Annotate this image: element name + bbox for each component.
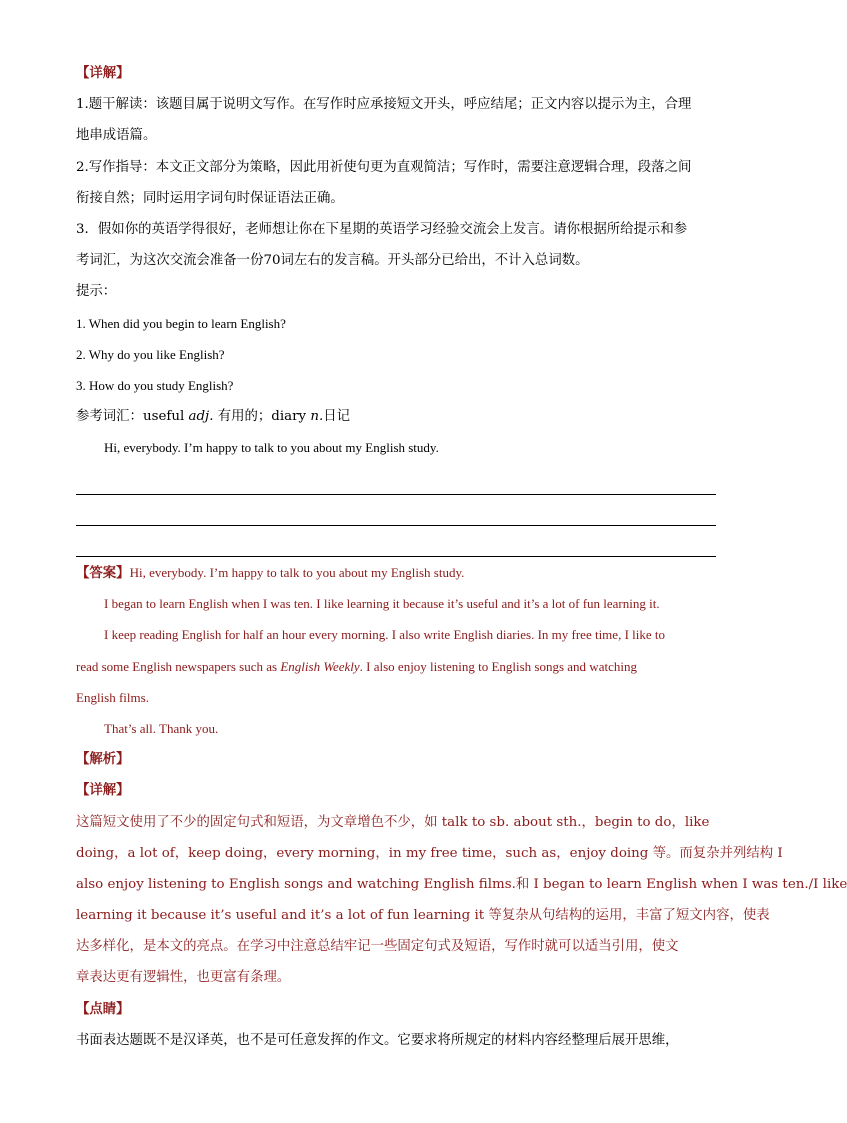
vocab-mid: 有用的；diary — [213, 409, 311, 425]
analysis-line: 章表达更有逻辑性，也更富有条理。 — [76, 970, 291, 986]
analysis-line: doing，a lot of，keep doing，every morning，in my free time，such as，enjoy doing 等。而复杂并列结构 I — [76, 845, 783, 861]
vocab-adj: adj. — [188, 409, 214, 425]
answer-para: I began to learn English when I was ten. I like learning it because it’s useful and it’s a lot of fun learning it. — [104, 596, 660, 612]
question-line: 考词汇，为这次交流会准备一份70词左右的发言稿。开头部分已给出，不计入总词数。 — [76, 253, 589, 269]
hint-item: 3. How do you study English? — [76, 377, 234, 393]
analysis-detail-heading: 【详解】 — [76, 782, 130, 799]
tip-heading: 【点睛】 — [76, 1000, 130, 1017]
paragraph-line: 衔接自然；同时运用字词句时保证语法正确。 — [76, 190, 344, 206]
vocab-n: n. — [310, 409, 324, 425]
detail-heading: 【详解】 — [76, 65, 130, 81]
question-line: 3．假如你的英语学得很好，老师想让你在下星期的英语学习经验交流会上发言。请你根据所给提示和参 — [76, 221, 688, 237]
answer-text: read some English newspapers such as — [76, 658, 281, 674]
tip-line: 书面表达题既不是汉译英，也不是可任意发挥的作文。它要求将所规定的材料内容经整理后展开思维， — [76, 1032, 679, 1048]
analysis-line: 这篇短文使用了不少的固定句式和短语，为文章增色不少，如 talk to sb. about sth.，begin to do，like — [76, 814, 710, 830]
analysis-line: also enjoy listening to English songs and watching English films.和 I began to learn English when I was ten./I like — [76, 876, 847, 892]
opening-sentence: Hi, everybody. I’m happy to talk to you about my English study. — [104, 440, 439, 456]
answer-blank-line — [76, 495, 716, 526]
vocab-prefix: 参考词汇：useful — [76, 409, 189, 425]
answer-blank-line — [76, 463, 716, 494]
vocab-line — [76, 401, 716, 432]
answer-closing: That’s all. Thank you. — [104, 720, 219, 736]
vocab-suffix: 日记 — [323, 409, 351, 425]
answer-para: I keep reading English for half an hour every morning. I also write English diaries. In my free time, I like to — [104, 627, 665, 643]
answer-para: English films. — [76, 689, 149, 705]
answer-first: Hi, everybody. I’m happy to talk to you about my English study. — [129, 565, 465, 580]
answer-label: 【答案】 — [76, 565, 130, 581]
analysis-line: learning it because it’s useful and it’s a lot of fun learning it 等复杂从句结构的运用，丰富了短文内容，使表 — [76, 908, 770, 924]
analysis-line: 达多样化，是本文的亮点。在学习中注意总结牢记一些固定句式及短语，写作时就可以适当引用，使文 — [76, 939, 679, 955]
paragraph-line: 1.题干解读：该题目属于说明文写作。在写作时应承接短文开头，呼应结尾；正文内容以提示为主，合理 — [76, 97, 692, 113]
paragraph-line: 2.写作指导：本文正文部分为策略，因此用祈使句更为直观简洁；写作时，需要注意逻辑合理，段落之间 — [76, 159, 692, 175]
hint-item: 1. When did you begin to learn English? — [76, 315, 286, 331]
hint-label: 提示： — [76, 284, 117, 300]
answer-para — [76, 651, 716, 682]
analysis-heading: 【解析】 — [76, 751, 130, 768]
newspaper-title: English Weekly — [280, 658, 360, 674]
answer-text: . I also enjoy listening to English songs and watching — [359, 658, 637, 674]
answer-first-line — [76, 557, 716, 588]
document-page — [76, 58, 847, 1056]
paragraph-line: 地串成语篇。 — [76, 128, 157, 144]
hint-item: 2. Why do you like English? — [76, 346, 225, 362]
answer-blank-line — [76, 526, 716, 557]
